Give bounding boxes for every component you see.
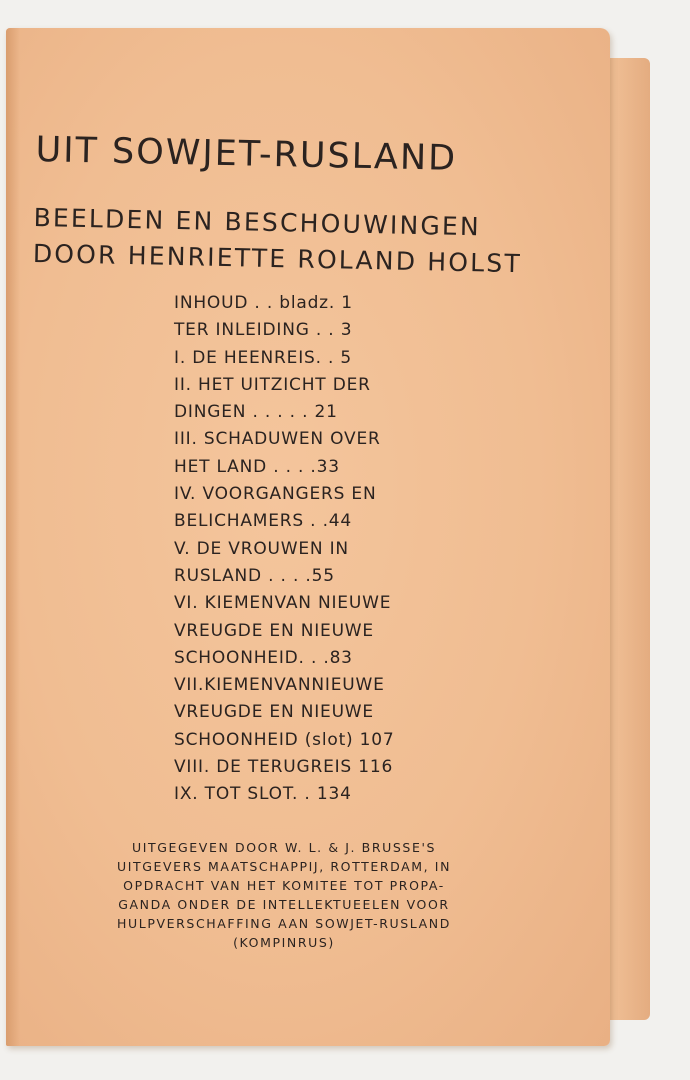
title-page [6, 28, 610, 1046]
toc-line: INHOUD . . bladz. 1 [174, 293, 353, 313]
toc-line: SCHOONHEID (slot) 107 [174, 729, 395, 750]
publisher-imprint [94, 838, 474, 952]
toc-line: HET LAND . . . .33 [174, 456, 340, 477]
toc-line: RUSLAND . . . .55 [174, 565, 335, 586]
toc-line: IV. VOORGANGERS EN [174, 484, 377, 505]
toc-line: TER INLEIDING . . 3 [174, 320, 353, 341]
toc-line: BELICHAMERS . .44 [174, 511, 353, 532]
toc-line: V. DE VROUWEN IN [174, 538, 349, 559]
toc-line: II. HET UITZICHT DER [174, 374, 371, 395]
imprint-line: GANDA ONDER DE INTELLEKTUEELEN VOOR [118, 897, 450, 912]
toc-line: VII.KIEMENVANNIEUWE [174, 675, 385, 696]
toc-line: VREUGDE EN NIEUWE [174, 702, 374, 723]
book-title: UIT SOWJET-RUSLAND [35, 130, 458, 179]
toc-line: IX. TOT SLOT. . 134 [174, 784, 352, 805]
imprint-line: OPDRACHT VAN HET KOMITEE TOT PROPA- [123, 878, 445, 893]
toc-line: SCHOONHEID. . .83 [174, 647, 353, 668]
toc-line: VREUGDE EN NIEUWE [174, 620, 374, 641]
page-spine-shadow [6, 28, 20, 1046]
book-subtitle [32, 200, 533, 282]
table-of-contents [174, 290, 396, 809]
subtitle-line: DOOR HENRIETTE ROLAND HOLST [32, 238, 523, 279]
imprint-line: (KOMPINRUS) [233, 935, 335, 950]
toc-line: DINGEN . . . . . 21 [174, 402, 338, 423]
toc-line: I. DE HEENREIS. . 5 [174, 347, 353, 368]
subtitle-line: BEELDEN EN BESCHOUWINGEN [33, 202, 482, 242]
toc-line: VIII. DE TERUGREIS 116 [174, 757, 394, 778]
imprint-line: HULPVERSCHAFFING AAN SOWJET-RUSLAND [117, 916, 451, 931]
imprint-line: UITGEVERS MAATSCHAPPIJ, ROTTERDAM, IN [116, 859, 452, 874]
imprint-line: UITGEGEVEN DOOR W. L. & J. BRUSSE'S [131, 840, 437, 855]
toc-line: III. SCHADUWEN OVER [174, 429, 381, 450]
toc-line: VI. KIEMENVAN NIEUWE [174, 593, 392, 614]
